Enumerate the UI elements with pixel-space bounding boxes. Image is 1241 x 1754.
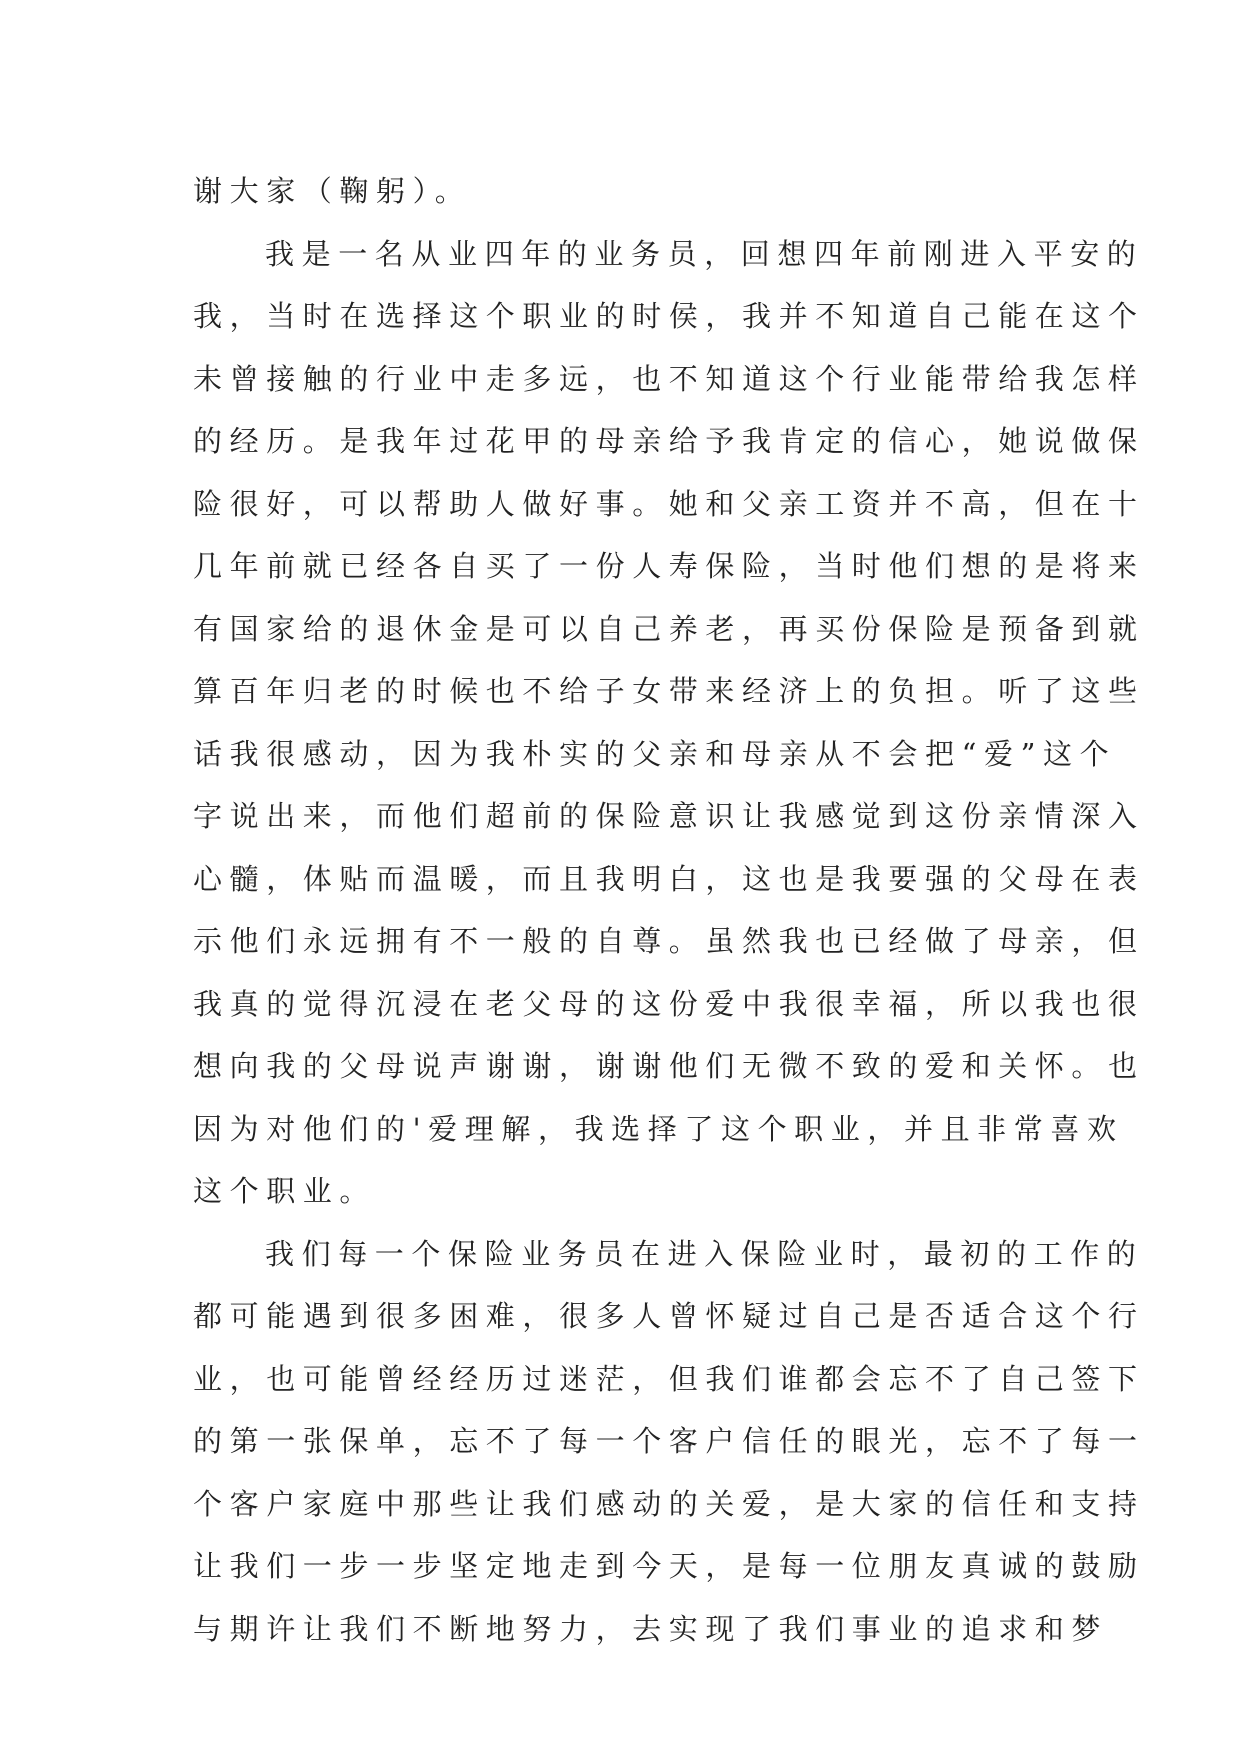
text-line: 的第一张保单，忘不了每一个客户信任的眼光，忘不了每一 bbox=[193, 1424, 1145, 1458]
text-line: 示他们永远拥有不一般的自尊。虽然我也已经做了母亲，但 bbox=[193, 924, 1145, 958]
text-line: 未曾接触的行业中走多远，也不知道这个行业能带给我怎样 bbox=[193, 361, 1145, 396]
text-line: 个客户家庭中那些让我们感动的关爱，是大家的信任和支持 bbox=[193, 1486, 1145, 1521]
text-line: 业，也可能曾经经历过迷茫，但我们谁都会忘不了自己签下 bbox=[193, 1361, 1145, 1396]
text-line: 都可能遇到很多困难，很多人曾怀疑过自己是否适合这个行 bbox=[193, 1299, 1145, 1333]
text-line: 几年前就已经各自买了一份人寿保险，当时他们想的是将来 bbox=[193, 549, 1145, 583]
text-line: 与期许让我们不断地努力，去实现了我们事业的追求和梦 bbox=[193, 1611, 1109, 1646]
text-line: 我真的觉得沉浸在老父母的这份爱中我很幸福，所以我也很 bbox=[193, 986, 1145, 1021]
text-line: 险很好，可以帮助人做好事。她和父亲工资并不高，但在十 bbox=[193, 486, 1145, 521]
text-line: 有国家给的退休金是可以自己养老，再买份保险是预备到就 bbox=[193, 611, 1145, 646]
body-text bbox=[193, 160, 1145, 1660]
paragraph-first-line: 我们每一个保险业务员在进入保险业时，最初的工作的 bbox=[265, 1236, 1144, 1271]
text-line: 心髓，体贴而温暖，而且我明白，这也是我要强的父母在表 bbox=[193, 861, 1145, 896]
text-line: 话我很感动，因为我朴实的父亲和母亲从不会把“爱”这个 bbox=[193, 736, 1117, 771]
paragraph-first-line: 我是一名从业四年的业务员，回想四年前刚进入平安的 bbox=[265, 236, 1144, 271]
text-line: 这个职业。 bbox=[193, 1174, 377, 1208]
text-line: 谢大家（鞠躬）。 bbox=[193, 174, 472, 208]
text-line: 想向我的父母说声谢谢，谢谢他们无微不致的爱和关怀。也 bbox=[193, 1049, 1145, 1083]
text-line: 算百年归老的时候也不给子女带来经济上的负担。听了这些 bbox=[193, 674, 1145, 708]
text-line: 我，当时在选择这个职业的时侯，我并不知道自己能在这个 bbox=[193, 299, 1145, 333]
text-line: 的经历。是我年过花甲的母亲给予我肯定的信心，她说做保 bbox=[193, 424, 1145, 458]
text-line: 字说出来，而他们超前的保险意识让我感觉到这份亲情深入 bbox=[193, 799, 1145, 833]
text-line: 因为对他们的'爱理解，我选择了这个职业，并且非常喜欢 bbox=[193, 1111, 1124, 1146]
text-line: 让我们一步一步坚定地走到今天，是每一位朋友真诚的鼓励 bbox=[193, 1549, 1145, 1583]
